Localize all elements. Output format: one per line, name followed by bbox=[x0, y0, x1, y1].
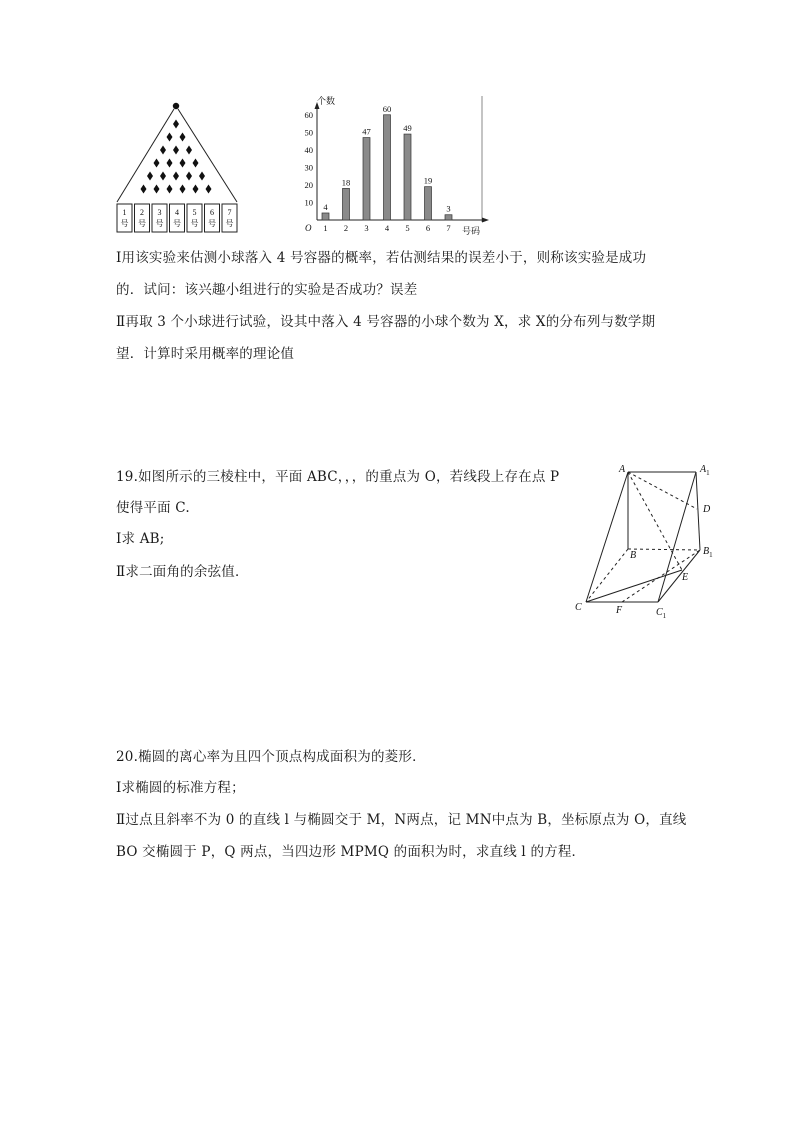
histogram-bar bbox=[404, 134, 411, 220]
x-tick-label: 1 bbox=[323, 223, 328, 233]
slot-suffix: 号 bbox=[138, 219, 146, 228]
bar-value-label: 3 bbox=[446, 203, 451, 214]
bar-value-label: 19 bbox=[423, 175, 433, 186]
origin-label: O bbox=[305, 223, 312, 233]
slot-number: 3 bbox=[157, 208, 162, 217]
vertex-label-F: F bbox=[616, 605, 623, 616]
peg bbox=[180, 159, 186, 168]
prism-figure bbox=[566, 458, 722, 622]
vertex-label-D: D bbox=[703, 504, 711, 515]
histogram-bar bbox=[445, 215, 452, 220]
y-tick-label: 20 bbox=[304, 179, 313, 190]
slot-number: 6 bbox=[210, 208, 214, 217]
peg bbox=[206, 185, 212, 194]
y-tick-labels bbox=[305, 110, 314, 208]
slot-number: 1 bbox=[122, 208, 127, 217]
x-tick-label: 2 bbox=[343, 223, 349, 233]
segment-AD bbox=[628, 472, 697, 509]
slot-row bbox=[117, 204, 237, 232]
slot-suffix: 号 bbox=[120, 219, 129, 228]
peg bbox=[193, 159, 199, 168]
peg bbox=[173, 146, 179, 155]
peg bbox=[180, 133, 186, 142]
q19-part2: Ⅱ求二面角的余弦值． bbox=[116, 564, 249, 580]
histogram-bar bbox=[384, 115, 391, 220]
peg bbox=[160, 172, 166, 181]
bar-value-label: 47 bbox=[362, 126, 371, 137]
peg bbox=[199, 172, 205, 181]
x-tick-label: 5 bbox=[405, 223, 410, 233]
peg bbox=[173, 172, 179, 181]
y-tick-label: 60 bbox=[304, 109, 313, 120]
vertex-label-B: B bbox=[630, 550, 637, 561]
peg bbox=[167, 185, 173, 194]
histogram-bar bbox=[322, 213, 329, 220]
bar-value-label: 18 bbox=[341, 177, 351, 188]
galton-board-figure bbox=[108, 98, 242, 238]
peg bbox=[167, 159, 173, 168]
slot-suffix: 号 bbox=[190, 219, 199, 228]
peg bbox=[141, 185, 147, 194]
q19-line2: 使得平面 C. bbox=[116, 500, 190, 516]
q19-line1: 19.如图所示的三棱柱中，平面 ABC，，，的重点为 O，若线段上存在点 P bbox=[116, 469, 560, 485]
peg bbox=[147, 172, 153, 181]
x-tick-label: 6 bbox=[425, 223, 431, 233]
vertex-label-C: C bbox=[575, 602, 582, 613]
slot-number: 4 bbox=[175, 208, 179, 217]
peg bbox=[154, 159, 160, 168]
histogram-chart bbox=[295, 94, 495, 238]
x-axis-arrow bbox=[482, 218, 489, 223]
q20-part2-line1: Ⅱ过点且斜率不为 0 的直线 l 与椭圆交于 M，N两点，记 MN中点为 B，坐标原点为 O，直线 bbox=[116, 812, 687, 828]
edge-AC bbox=[586, 472, 628, 602]
peg bbox=[154, 185, 160, 194]
y-tick-label: 40 bbox=[304, 144, 313, 155]
y-tick-label: 50 bbox=[304, 127, 313, 138]
peg bbox=[180, 185, 186, 194]
slot-number: 7 bbox=[227, 208, 232, 217]
edge-BC bbox=[586, 549, 628, 602]
x-tick-label: 3 bbox=[364, 223, 369, 233]
vertex-label-C1: $C_1$ bbox=[656, 607, 667, 620]
y-axis-label: 个数 bbox=[317, 96, 336, 106]
slot-number: 2 bbox=[140, 208, 144, 217]
peg-grid bbox=[141, 120, 212, 194]
bar-value-label: 4 bbox=[323, 201, 328, 212]
bar-value-label: 49 bbox=[403, 123, 412, 134]
slot-suffix: 号 bbox=[155, 219, 164, 228]
vertex-label-E: E bbox=[682, 572, 689, 583]
y-tick-label: 10 bbox=[304, 197, 313, 208]
q18-part2-line2: 望．计算时采用概率的理论值 bbox=[116, 346, 295, 362]
vertex-label-A: A bbox=[619, 464, 626, 475]
histogram-bar bbox=[363, 138, 370, 220]
q18-part1-line2: 的．试问：该兴趣小组进行的实验是否成功？误差 bbox=[116, 282, 418, 298]
edge-BB1 bbox=[628, 549, 700, 550]
edge-A1B1 bbox=[696, 472, 700, 550]
q18-part2-line1: Ⅱ再取 3 个小球进行试验，设其中落入 4 号容器的小球个数为 X，求 X的分布列与数学期 bbox=[116, 314, 656, 330]
q20-part2-line2: BO 交椭圆于 P，Q 两点，当四边形 MPMQ 的面积为时，求直线 l 的方程． bbox=[116, 844, 586, 860]
bar-value-label: 60 bbox=[382, 103, 392, 114]
segment-CE bbox=[586, 570, 682, 602]
vertex-label-A1: $A_1$ bbox=[700, 464, 710, 477]
slot-suffix: 号 bbox=[225, 219, 234, 228]
histogram-bar bbox=[343, 188, 350, 220]
peg bbox=[186, 146, 192, 155]
x-tick-label: 4 bbox=[384, 223, 390, 233]
peg bbox=[193, 185, 199, 194]
peg bbox=[167, 133, 173, 142]
slot-number: 5 bbox=[192, 208, 197, 217]
vertex-label-B1: $B_1$ bbox=[703, 546, 713, 559]
x-axis-label: 号码 bbox=[462, 226, 481, 236]
drop-point bbox=[173, 103, 179, 109]
q20-line1: 20.椭圆的离心率为且四个顶点构成面积为的菱形． bbox=[116, 749, 426, 765]
x-tick-label: 7 bbox=[446, 223, 451, 233]
q19-part1: Ⅰ求 AB; bbox=[116, 531, 165, 547]
slot-suffix: 号 bbox=[173, 219, 181, 228]
histogram-bar bbox=[425, 187, 432, 220]
peg bbox=[173, 120, 179, 129]
peg bbox=[186, 172, 192, 181]
y-tick-label: 30 bbox=[304, 162, 313, 173]
bar-series bbox=[322, 104, 452, 233]
q20-part1: Ⅰ求椭圆的标准方程； bbox=[116, 780, 245, 796]
q18-part1-line1: Ⅰ用该实验来估测小球落入 4 号容器的概率，若估测结果的误差小于，则称该实验是成功 bbox=[116, 250, 647, 266]
peg bbox=[160, 146, 166, 155]
slot-suffix: 号 bbox=[208, 219, 216, 228]
